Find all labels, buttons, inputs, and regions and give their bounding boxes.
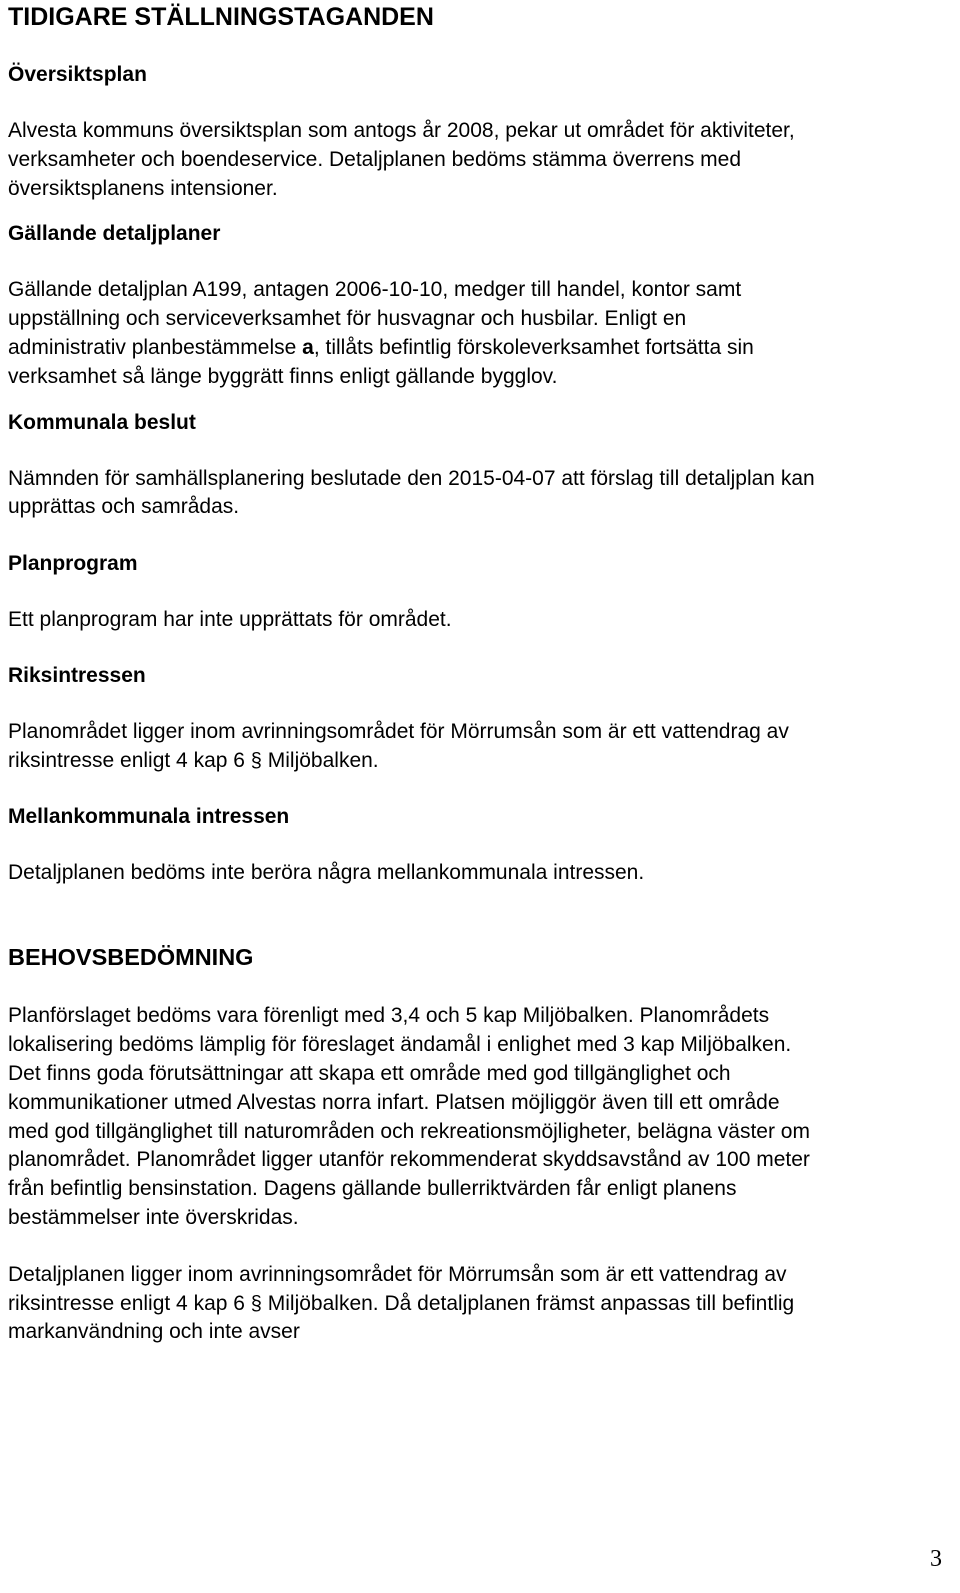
- section-sign-icon: §: [250, 1292, 262, 1315]
- section-sign-icon: §: [250, 749, 262, 772]
- detaljplaner-text-part2: , tillåts befintlig förskoleverksamhet fortsätta sin verksamhet så länge byggrätt finns enligt gällande bygglov.: [8, 335, 754, 388]
- behovsbedomning-paragraph-2-part1: Detaljplanen ligger inom avrinningsområdet för Mörrumsån som är ett vattendrag av riksintresse enligt 4 kap 6: [8, 1262, 787, 1315]
- detaljplaner-text: [8, 276, 808, 391]
- detaljplaner-text-part1: Gällande detaljplan A199, antagen 2006-10-10, medger till handel, kontor samt uppställning och serviceverksamhet för husvagnar och husbilar. Enligt en administrativ planbestämmelse: [8, 278, 742, 359]
- behovsbedomning-paragraph-2: [8, 1261, 818, 1347]
- planbestammelse-code: a: [302, 335, 314, 359]
- riksintressen-heading: Riksintressen: [8, 663, 146, 687]
- detaljplaner-heading: Gällande detaljplaner: [8, 222, 221, 246]
- riksintressen-text: [8, 718, 828, 776]
- main-heading: TIDIGARE STÄLLNINGSTAGANDEN: [8, 3, 434, 31]
- behovsbedomning-heading: BEHOVSBEDÖMNING: [8, 944, 254, 971]
- oversiktsplan-text: Alvesta kommuns översiktsplan som antogs år 2008, pekar ut området för aktiviteter, verksamheter och boendeservice. Detaljplanen bedöms stämma överrens med översiktsplanens intensioner.: [8, 119, 795, 200]
- behovsbedomning-paragraph-2-part2: Miljöbalken. Då detaljplanen främst anpassas till befintlig markanvändning och inte avser: [8, 1291, 795, 1344]
- page-number: 3: [930, 1546, 942, 1572]
- kommunala-beslut-heading: Kommunala beslut: [8, 410, 196, 434]
- oversiktsplan-heading: Översiktsplan: [8, 63, 147, 86]
- riksintressen-text-part2: Miljöbalken.: [261, 748, 379, 772]
- planprogram-text: Ett planprogram har inte upprättats för området.: [8, 608, 452, 632]
- riksintressen-text-part1: Planområdet ligger inom avrinningsområdet för Mörrumsån som är ett vattendrag av riksintresse enligt 4 kap 6: [8, 719, 789, 772]
- mellankommunala-text: Detaljplanen bedöms inte beröra några mellankommunala intressen.: [8, 860, 645, 884]
- mellankommunala-heading: Mellankommunala intressen: [8, 804, 290, 828]
- behovsbedomning-paragraph-1: Planförslaget bedöms vara förenligt med 3,4 och 5 kap Miljöbalken. Planområdets lokalisering bedöms lämplig för föreslaget ändamål i enlighet med 3 kap Miljöbalken. Det finns goda förutsättningar att skapa ett område med god tillgänglighet och kommunikationer utmed Alvestas norra infart. Platsen möjliggör även till ett område med god tillgänglighet till naturområden och rekreationsmöjligheter, belägna väster om planområdet. Planområdet ligger utanför rekommenderat skyddsavstånd av 100 meter från befintlig bensinstation. Dagens gällande bullerriktvärden får enligt planens bestämmelser inte överskridas.: [8, 1004, 810, 1229]
- document-page: [8, 0, 943, 1347]
- planprogram-heading: Planprogram: [8, 552, 138, 576]
- kommunala-beslut-text: Nämnden för samhällsplanering beslutade den 2015-04-07 att förslag till detaljplan kan upprättas och samrådas.: [8, 466, 815, 519]
